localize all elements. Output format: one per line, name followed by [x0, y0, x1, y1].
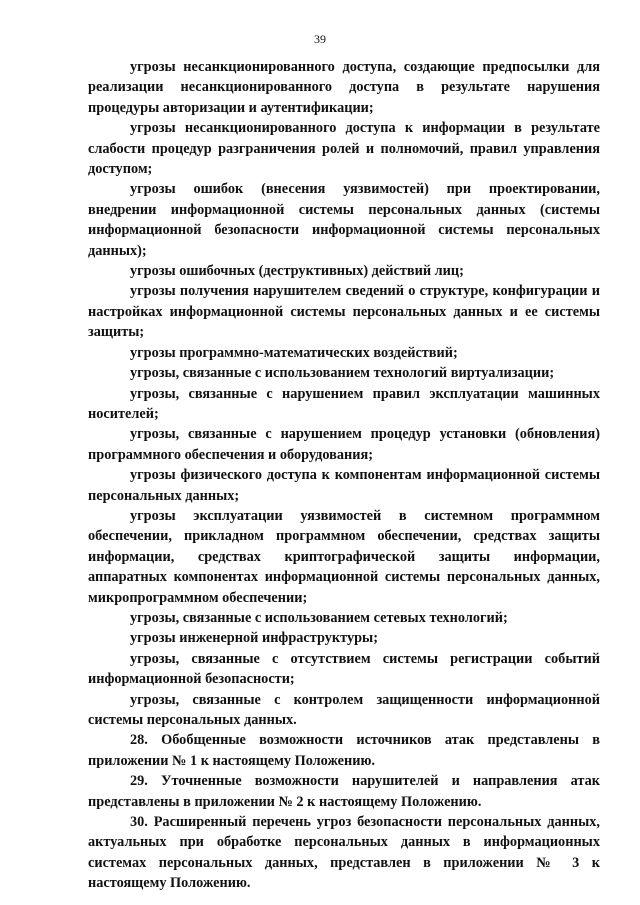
threat-item: угрозы несанкционированного доступа, создающие предпосылки для реализации несанкционированного доступа в результате нарушения процедуры авторизации и аутентификации;: [88, 59, 600, 116]
threat-item: угрозы несанкционированного доступа к информации в результате слабости процедур разграничения ролей и полномочий, правил управления доступом;: [88, 120, 600, 178]
threat-item: угрозы, связанные с отсутствием системы регистрации событий информационной безопасности;: [88, 650, 600, 688]
threat-item: угрозы инженерной инфраструктуры;: [130, 630, 378, 647]
threat-item: угрозы физического доступа к компонентам информационной системы персональных данных;: [88, 467, 600, 504]
document-body: [88, 57, 600, 894]
threat-item: угрозы, связанные с использованием технологий виртуализации;: [130, 365, 555, 382]
numbered-paragraph-30: 30. Расширенный перечень угроз безопасности персональных данных, актуальных при обработке персональных данных в информационных системах персональных данных, представлен в приложении № 3 к настоящему Положению.: [88, 814, 600, 892]
threat-item: угрозы, связанные с нарушением процедур установки (обновления) программного обеспечения и оборудования;: [88, 426, 600, 463]
numbered-paragraph-29: 29. Уточненные возможности нарушителей и направления атак представлены в приложении № 2 к настоящему Положению.: [88, 773, 600, 810]
threat-item: угрозы, связанные с нарушением правил эксплуатации машинных носителей;: [88, 385, 600, 422]
threat-item: угрозы, связанные с контролем защищенности информационной системы персональных данных.: [88, 691, 600, 728]
threat-item: угрозы эксплуатации уязвимостей в системном программном обеспечении, прикладном программном обеспечении, средствах защиты информации, средствах криптографической защиты информации, аппаратных компонентах информационной системы персональных данных, микропрограммном обеспечении;: [88, 507, 600, 606]
threat-item: угрозы ошибок (внесения уязвимостей) при проектировании, внедрении информационной системы персональных данных (системы информационной безопасности информационной системы персональных данных);: [88, 181, 600, 259]
threat-item: угрозы получения нарушителем сведений о структуре, конфигурации и настройках информационной системы персональных данных и ее системы защиты;: [88, 283, 600, 341]
page-number: 39: [314, 32, 326, 46]
threat-item: угрозы ошибочных (деструктивных) действий лиц;: [130, 263, 464, 280]
numbered-paragraph-28: 28. Обобщенные возможности источников атак представлены в приложении № 1 к настоящему Положению.: [88, 732, 600, 769]
threat-item: угрозы программно-математических воздействий;: [130, 344, 458, 361]
threat-item: угрозы, связанные с использованием сетевых технологий;: [130, 609, 508, 626]
